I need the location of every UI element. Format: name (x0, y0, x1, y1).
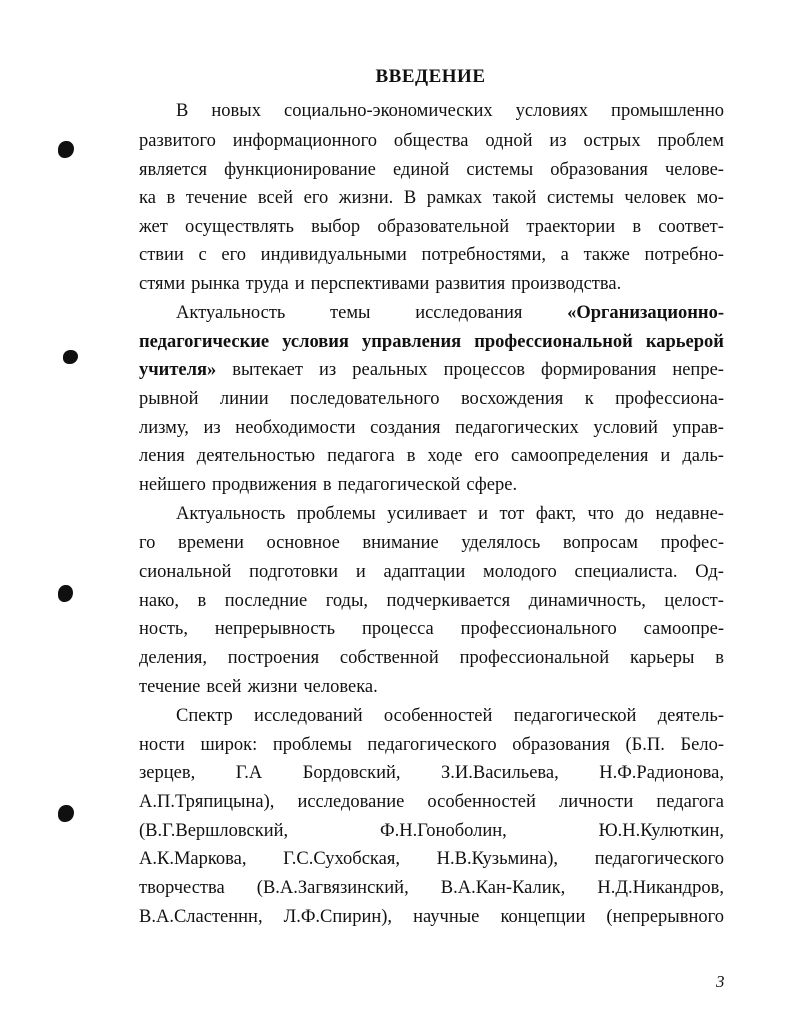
text-line: является функционирование единой системы образования челове- (139, 160, 724, 180)
text-line: Актуальность темы исследования «Организационно- (176, 303, 724, 323)
punch-hole-mark (63, 350, 78, 364)
text-line: зерцев, Г.А Бордовский, З.И.Васильева, Н.Ф.Радионова, (139, 763, 724, 783)
text-line: жет осуществлять выбор образовательной траектории в соответ- (139, 217, 724, 237)
text-line: лизму, из необходимости создания педагогических условий управ- (139, 418, 724, 438)
text-line: сиональной подготовки и адаптации молодого специалиста. Од- (139, 562, 724, 582)
text-line: деления, построения собственной профессиональной карьеры в (139, 648, 724, 668)
text-line: развитого информационного общества одной из острых проблем (139, 131, 724, 151)
text-line: В.А.Сластеннн, Л.Ф.Спирин), научные концепции (непрерывного (139, 907, 724, 927)
text-line: ность, непрерывность процесса профессионального самоопре- (139, 619, 724, 639)
text-line: ка в течение всей его жизни. В рамках такой системы человек мо- (139, 188, 724, 208)
text-line: нейшего продвижения в педагогической сфере. (139, 475, 518, 495)
text-line: нако, в последние годы, подчеркивается динамичность, целост- (139, 591, 724, 611)
text-line: ления деятельностью педагога в ходе его самоопределения и даль- (139, 446, 724, 466)
punch-hole-mark (58, 805, 74, 822)
page-title: ВВЕДЕНИЕ (375, 66, 486, 87)
text-line: А.К.Маркова, Г.С.Сухобская, Н.В.Кузьмина), педагогического (139, 849, 724, 869)
text-line: (В.Г.Вершловский, Ф.Н.Гоноболин, Ю.Н.Кулюткин, (139, 821, 724, 841)
text-line: педагогические условия управления профессиональной карьерой (139, 332, 724, 352)
text-line: го времени основное внимание уделялось вопросам профес- (139, 533, 724, 553)
punch-hole-mark (58, 141, 74, 158)
text-line: стями рынка труда и перспективами развития производства. (139, 274, 622, 294)
text-line: ствии с его индивидуальными потребностями, а также потребно- (139, 245, 724, 265)
text-line: течение всей жизни человека. (139, 677, 378, 697)
text-line: творчества (В.А.Загвязинский, В.А.Кан-Калик, Н.Д.Никандров, (139, 878, 724, 898)
page-number: 3 (716, 972, 725, 991)
text-line: В новых социально-экономических условиях промышленно (176, 101, 724, 121)
text-line: А.П.Тряпицына), исследование особенностей личности педагога (139, 792, 724, 812)
text-line: учителя» вытекает из реальных процессов формирования непре- (139, 360, 724, 380)
text-line: Актуальность проблемы усиливает и тот факт, что до недавне- (176, 504, 724, 524)
punch-hole-mark (58, 585, 73, 602)
text-line: рывной линии последовательного восхождения к профессиона- (139, 389, 724, 409)
text-line: ности широк: проблемы педагогического образования (Б.П. Бело- (139, 735, 724, 755)
text-line: Спектр исследований особенностей педагогической деятель- (176, 706, 724, 726)
